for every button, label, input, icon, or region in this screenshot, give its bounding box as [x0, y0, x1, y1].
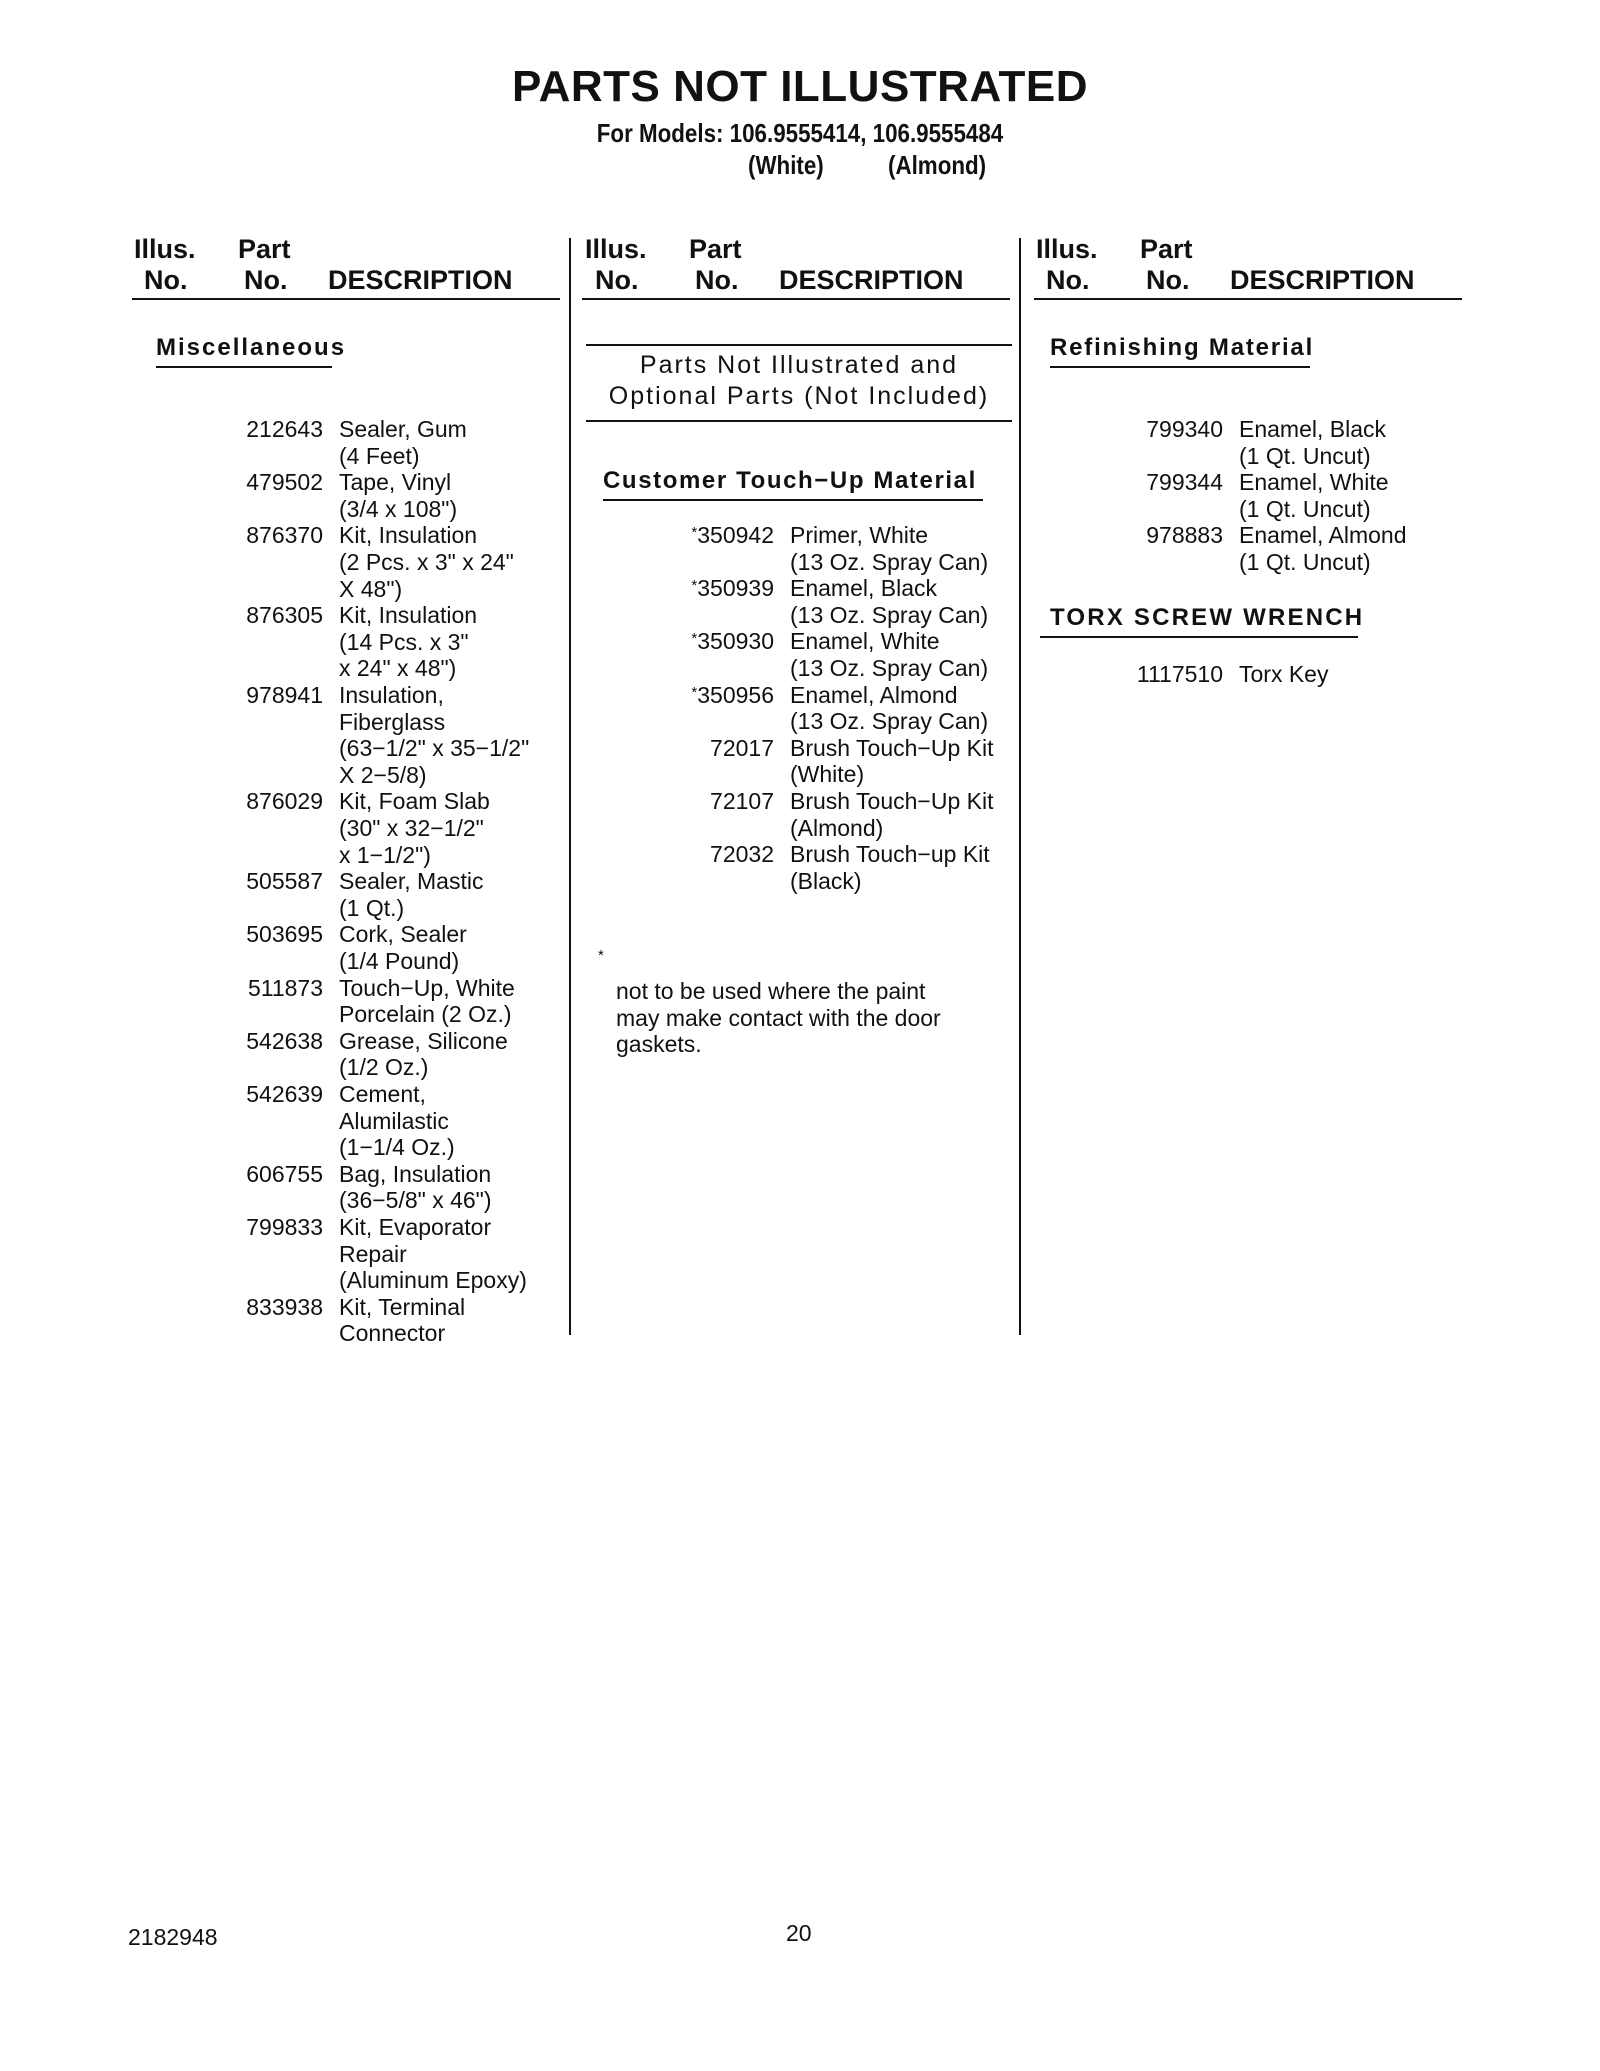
part-number-value: 503695	[246, 921, 323, 948]
part-description: Primer, White	[790, 522, 929, 548]
part-no-label: No.	[1146, 265, 1190, 295]
part-description: Touch−Up, White	[339, 974, 515, 1001]
models-line: For Models: 106.9555414, 106.9555484	[596, 118, 1004, 148]
part-description: (13 Oz. Spray Can)	[790, 654, 989, 681]
asterisk-mark: *	[691, 524, 698, 541]
part-description: (36−5/8" x 46")	[339, 1187, 492, 1214]
note-asterisk: *	[598, 947, 604, 964]
part-description: Repair	[339, 1240, 407, 1267]
part-label: Part	[238, 234, 291, 264]
part-number-value: 350956	[697, 681, 774, 708]
part-number	[574, 841, 774, 868]
part-description: X 48")	[339, 575, 403, 602]
description-label: DESCRIPTION	[779, 265, 964, 295]
part-description: Kit, Foam Slab	[339, 788, 490, 815]
illus-label: Illus.	[585, 234, 647, 264]
part-description: (Almond)	[790, 814, 884, 841]
part-number	[123, 975, 323, 1002]
part-description: (4 Feet)	[339, 442, 420, 469]
part-number-value: 72017	[710, 734, 774, 761]
illus-no-label: No.	[144, 265, 188, 295]
section-underline	[156, 366, 332, 368]
color-almond-label: (Almond)	[888, 150, 987, 180]
illus-no-label: No.	[1046, 265, 1090, 295]
section-underline	[1040, 636, 1358, 638]
part-number	[123, 602, 323, 629]
part-description: Enamel, Almond	[1239, 522, 1407, 549]
illus-no-label: No.	[595, 265, 639, 295]
box-bottom-rule	[586, 420, 1012, 422]
part-description: Brush Touch−Up Kit	[790, 788, 994, 814]
part-description: Fiberglass	[339, 708, 446, 735]
part-description: (2 Pcs. x 3" x 24"	[339, 548, 514, 575]
section-underline	[603, 499, 983, 501]
asterisk-mark: *	[691, 683, 698, 701]
footnote	[616, 978, 941, 1058]
part-number-value: 350930	[697, 628, 774, 655]
part-description: Alumilastic	[339, 1107, 449, 1134]
footnote-line: not to be used where the paint	[616, 978, 926, 1004]
part-description: Enamel, Black	[1239, 416, 1387, 442]
part-number	[574, 575, 774, 602]
part-description: (1/2 Oz.)	[339, 1054, 429, 1081]
part-no-label: No.	[244, 265, 288, 295]
description-label: DESCRIPTION	[1230, 265, 1415, 295]
illus-label: Illus.	[134, 234, 196, 264]
part-number-value: 606755	[246, 1160, 323, 1187]
part-description: Kit, Insulation	[339, 602, 478, 629]
part-number-value: 799344	[1146, 469, 1223, 496]
part-number-value: 799833	[246, 1214, 323, 1240]
header-rule	[582, 298, 1010, 300]
part-description: Tape, Vinyl	[339, 469, 452, 496]
part-number	[123, 416, 323, 443]
part-number-value: 799340	[1146, 416, 1223, 442]
part-number-value: 876370	[246, 522, 323, 549]
part-description: (Black)	[790, 867, 862, 894]
part-label: Part	[1140, 234, 1193, 264]
part-description: (1 Qt. Uncut)	[1239, 495, 1371, 522]
part-number-value: 876029	[246, 788, 323, 815]
part-description: (63−1/2" x 35−1/2"	[339, 735, 530, 762]
part-description: Enamel, Almond	[790, 681, 958, 708]
part-description: x 1−1/2")	[339, 841, 431, 868]
column-header	[1036, 234, 1456, 300]
color-white-label: (White)	[748, 150, 824, 180]
part-number	[123, 1161, 323, 1188]
part-number	[123, 921, 323, 948]
part-number	[574, 682, 774, 709]
part-description: Connector	[339, 1320, 446, 1347]
part-number-value: 72107	[710, 788, 774, 814]
column-divider-1	[569, 238, 571, 1335]
part-number	[123, 1081, 323, 1108]
section-underline	[1050, 366, 1310, 368]
part-description: (1 Qt.)	[339, 894, 405, 921]
part-description: Enamel, White	[790, 628, 940, 655]
part-description: Kit, Evaporator	[339, 1214, 492, 1240]
section-miscellaneous: Miscellaneous	[156, 334, 347, 361]
part-description: (14 Pcs. x 3"	[339, 628, 469, 655]
section-refinishing-material: Refinishing Material	[1050, 334, 1315, 361]
part-description: Cork, Sealer	[339, 921, 467, 948]
header-rule	[132, 298, 560, 300]
column-header	[134, 234, 554, 300]
part-description: Porcelain (2 Oz.)	[339, 1001, 512, 1028]
part-number	[123, 868, 323, 895]
part-number	[123, 788, 323, 815]
part-number	[1023, 416, 1223, 443]
asterisk-mark: *	[691, 577, 698, 595]
optional-parts-box-line1: Parts Not Illustrated and	[639, 351, 959, 379]
part-number	[574, 628, 774, 655]
part-number	[1023, 661, 1223, 688]
part-description: (White)	[790, 761, 865, 788]
part-description: Enamel, Black	[790, 575, 938, 602]
part-number-value: 505587	[246, 868, 323, 895]
part-description: (1−1/4 Oz.)	[339, 1134, 455, 1161]
page-title: PARTS NOT ILLUSTRATED	[512, 62, 1088, 111]
part-description: (1 Qt. Uncut)	[1239, 442, 1371, 469]
part-number-value: 542638	[246, 1027, 323, 1054]
section-customer-touch-up: Customer Touch−Up Material	[603, 467, 977, 494]
part-number	[1023, 522, 1223, 549]
document-number: 2182948	[128, 1924, 218, 1950]
column-header	[585, 234, 1005, 300]
part-number-value: 212643	[246, 416, 323, 442]
part-number-value: 350942	[697, 522, 774, 548]
part-description: Torx Key	[1239, 661, 1329, 687]
part-number-value: 350939	[697, 575, 774, 602]
part-number	[123, 682, 323, 709]
part-number-value: 72032	[710, 841, 774, 868]
part-number	[123, 1214, 323, 1241]
part-number	[1023, 469, 1223, 496]
part-description: Kit, Insulation	[339, 522, 478, 549]
part-description: Grease, Silicone	[339, 1027, 508, 1054]
part-number	[574, 735, 774, 762]
part-number	[574, 788, 774, 815]
section-torx-screw-wrench: TORX SCREW WRENCH	[1050, 604, 1365, 631]
part-number-value: 479502	[246, 469, 323, 496]
part-description: (3/4 x 108")	[339, 495, 458, 522]
footnote-line: gaskets.	[616, 1031, 702, 1058]
part-description: Sealer, Mastic	[339, 868, 484, 895]
part-no-label: No.	[695, 265, 739, 295]
part-number-value: 978883	[1146, 522, 1223, 549]
column-divider-2	[1019, 238, 1021, 1335]
part-description: Brush Touch−Up Kit	[790, 734, 994, 761]
part-number-value: 978941	[246, 682, 323, 708]
part-number-value: 833938	[246, 1293, 323, 1320]
part-number-value: 511873	[247, 974, 323, 1001]
part-description: (1/4 Pound)	[339, 947, 460, 974]
part-number-value: 1117510	[1136, 661, 1223, 687]
part-description: Sealer, Gum	[339, 416, 467, 442]
part-description: x 24" x 48")	[339, 655, 457, 682]
part-number	[123, 1028, 323, 1055]
part-description: (13 Oz. Spray Can)	[790, 601, 989, 628]
part-description: Insulation,	[339, 682, 444, 708]
part-description: (1 Qt. Uncut)	[1239, 548, 1371, 575]
optional-parts-box-line2: Optional Parts (Not Included)	[608, 382, 990, 410]
part-description: X 2−5/8)	[339, 761, 427, 788]
part-number-value: 542639	[246, 1081, 323, 1107]
part-number-value: 876305	[246, 602, 323, 629]
part-label: Part	[689, 234, 742, 264]
footnote-line: may make contact with the door	[616, 1004, 941, 1031]
asterisk-mark: *	[691, 630, 698, 648]
part-number	[123, 469, 323, 496]
part-description: Cement,	[339, 1081, 426, 1107]
illus-label: Illus.	[1036, 234, 1098, 264]
part-description: (13 Oz. Spray Can)	[790, 548, 989, 575]
part-number	[123, 1294, 323, 1321]
part-description: Brush Touch−up Kit	[790, 841, 990, 868]
part-description: (30" x 32−1/2"	[339, 814, 484, 841]
page-number: 20	[786, 1920, 812, 1946]
part-number	[574, 522, 774, 549]
description-label: DESCRIPTION	[328, 265, 513, 295]
box-top-rule	[586, 344, 1012, 346]
part-description: (Aluminum Epoxy)	[339, 1267, 527, 1294]
part-description: Bag, Insulation	[339, 1160, 492, 1187]
header-rule	[1034, 298, 1462, 300]
part-description: Enamel, White	[1239, 469, 1389, 496]
part-number	[123, 522, 323, 549]
part-description: (13 Oz. Spray Can)	[790, 708, 989, 735]
part-description: Kit, Terminal	[339, 1293, 466, 1320]
